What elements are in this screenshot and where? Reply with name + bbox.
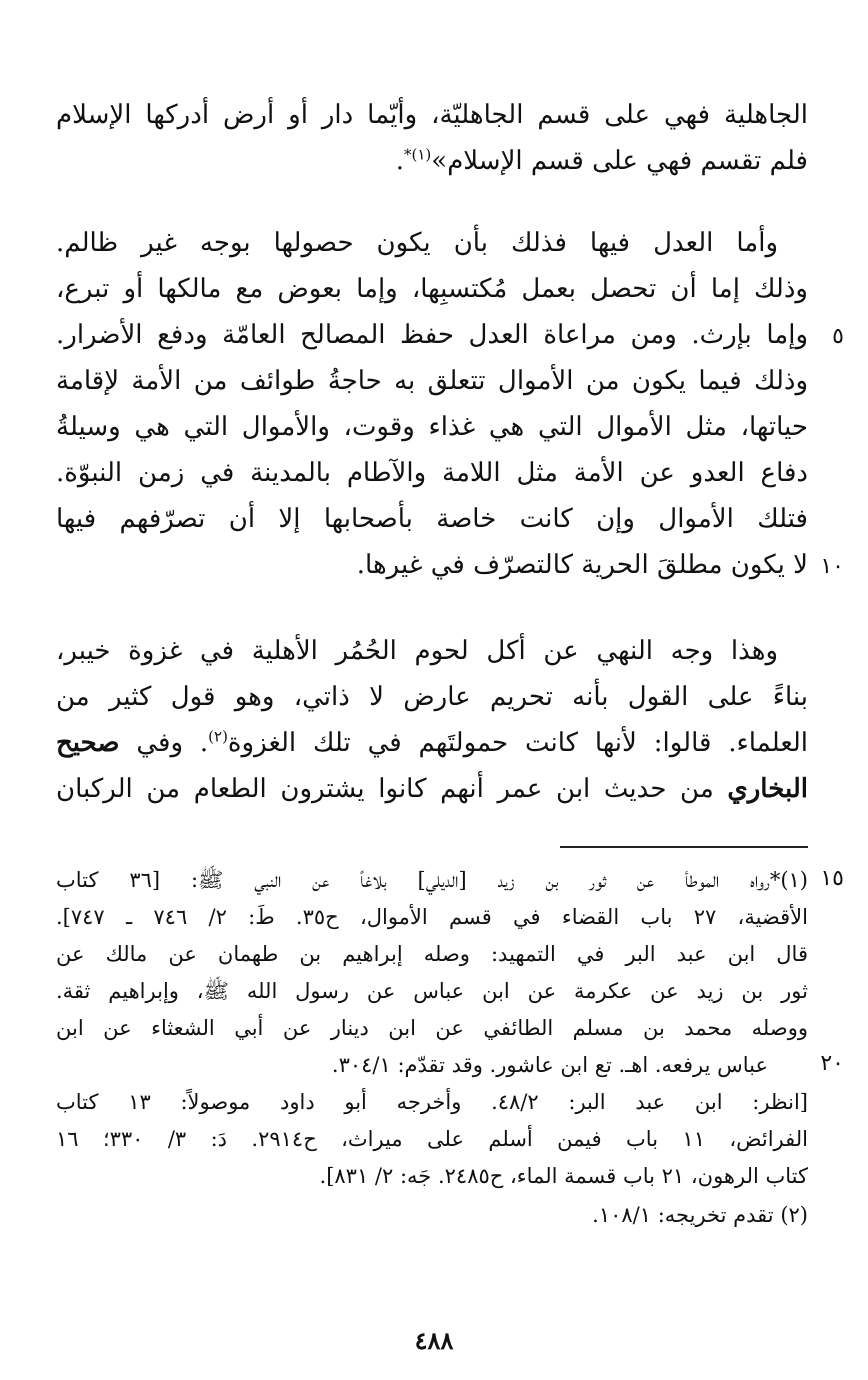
footnote-line: [انظر: ابن عبد البر: ٤٨/٢. وأخرجه أبو داود موصولاً: ١٣ كتاب <box>56 1090 808 1114</box>
bold-book-title: البخاري <box>727 774 808 804</box>
paragraph-2 <box>56 220 808 588</box>
paragraph-3 <box>56 628 808 812</box>
footnote-line: قال ابن عبد البر في التمهيد: وصله إبراهيم بن طهمان عن مالك عن <box>56 942 808 966</box>
footnote-2 <box>56 1197 808 1234</box>
text-segment: . وفي <box>136 728 209 758</box>
footnote-text: رواه الموطأ عن ثور بن زيد [الديلي] بلاغاً عن النبي ﷺ: [٣٦ كتاب <box>56 868 770 892</box>
paragraph-1 <box>56 92 808 184</box>
text-line: فتلك الأموال وإن كانت خاصة بأصحابها إلا أن تصرّفهم فيها <box>56 504 808 534</box>
page-number: ٤٨٨ <box>414 1326 454 1355</box>
footnote-marker: (٢) <box>780 1203 808 1227</box>
text-line: وذلك إما أن تحصل بعمل مُكتسبِها، وإما بعوض مع مالكها أو تبرع، <box>56 274 808 304</box>
footnote-line: ووصله محمد بن مسلم الطائفي عن ابن دينار عن أبي الشعثاء عن ابن <box>56 1016 808 1040</box>
text-line: وأما العدل فيها فذلك بأن يكون حصولها بوجه غير ظالم. <box>56 228 778 258</box>
text-segment: فلم تقسم فهي على قسم الإسلام» <box>431 146 808 176</box>
text-line: الجاهلية فهي على قسم الجاهليّة، وأيّما دار أو أرض أدركها الإسلام <box>56 100 808 130</box>
text-line: دفاع العدو عن الأمة مثل اللامة والآطام بالمدينة في زمن النبوّة. <box>56 458 808 488</box>
text-line: حياتها، مثل الأموال التي هي غذاء وقوت، والأموال التي هي وسيلةُ <box>56 412 808 442</box>
line-number-5: ٥ <box>832 324 844 349</box>
bold-book-title: صحيح <box>56 728 120 758</box>
footnote-line <box>56 862 808 899</box>
footnote-line <box>56 1197 808 1234</box>
footnote-line: كتاب الرهون، ٢١ باب قسمة الماء، ح٢٤٨٥. جَه: ٢/ ٨٣١]. <box>319 1164 808 1188</box>
footnote-divider <box>560 846 808 848</box>
footnote-ref-2: (٢) <box>208 727 228 746</box>
text-segment: من حديث ابن عمر أنهم كانوا يشترون الطعام من الركبان <box>56 774 728 804</box>
text-line <box>56 766 808 812</box>
text-segment: . <box>395 146 404 176</box>
text-line: بناءً على القول بأنه تحريم عارض لا ذاتي، وهو قول كثير من <box>56 682 808 712</box>
footnote-1 <box>56 862 808 1195</box>
text-line <box>56 138 808 184</box>
footnote-line: الفرائض، ١١ باب فيمن أسلم على ميراث، ح٢٩١٤. دَ: ٣/ ٣٣٠؛ ١٦ <box>56 1127 808 1151</box>
text-line: وهذا وجه النهي عن أكل لحوم الحُمُر الأهلية في غزوة خيبر، <box>56 636 778 666</box>
footnote-marker: (١)* <box>769 868 808 892</box>
text-line <box>56 720 808 766</box>
line-number-10: ١٠ <box>820 554 844 579</box>
footnote-line: الأقضية، ٢٧ باب القضاء في قسم الأموال، ح٣٥. طَ: ٢/ ٧٤٦ ـ ٧٤٧]. <box>56 905 808 929</box>
text-line: وإما بإرث. ومن مراعاة العدل حفظ المصالح العامّة ودفع الأضرار. <box>56 320 808 350</box>
footnote-line: ثور بن زيد عن عكرمة عن ابن عباس عن رسول الله ﷺ، وإبراهيم ثقة. <box>56 979 808 1003</box>
text-line: لا يكون مطلقَ الحرية كالتصرّف في غيرها. <box>356 550 808 580</box>
text-line: وذلك فيما يكون من الأموال تتعلق به حاجةُ طوائف من الأمة لإقامة <box>56 366 808 396</box>
line-number-20: ٢٠ <box>820 1051 844 1076</box>
text-segment: العلماء. قالوا: لأنها كانت حمولتَهم في تلك الغزوة <box>227 728 808 758</box>
footnote-ref-1: (١)* <box>404 145 432 164</box>
footnote-text: تقدم تخريجه: ١٠٨/١. <box>592 1203 774 1227</box>
footnote-line: عباس يرفعه. اهـ. تع ابن عاشور. وقد تقدّم: ٣٠٤/١. <box>331 1053 768 1077</box>
footnotes <box>56 862 808 1236</box>
line-number-15: ١٥ <box>820 866 844 891</box>
